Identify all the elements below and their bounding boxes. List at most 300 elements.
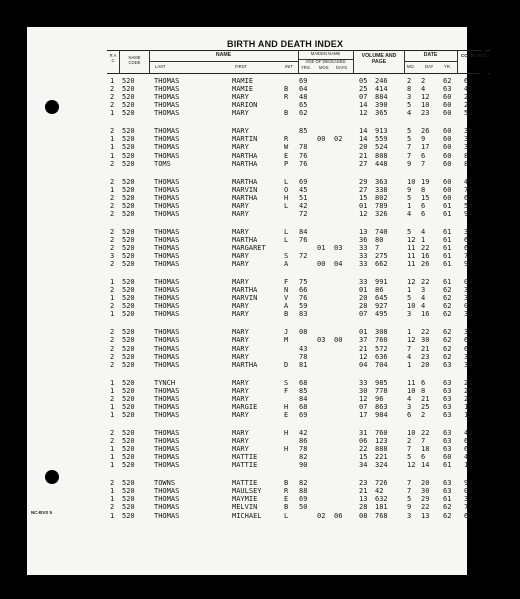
index-row: [107, 294, 487, 302]
cell-code: 520: [122, 227, 135, 236]
cell-page: 632: [375, 495, 388, 504]
cell-co: 21: [464, 378, 473, 387]
index-row: [107, 453, 487, 461]
cell-code: 520: [122, 410, 135, 419]
cell-co: 53: [464, 109, 473, 118]
cell-day: 22: [421, 278, 430, 287]
header-yrs: YRS.: [301, 65, 311, 70]
cell-init: W: [284, 143, 289, 152]
cell-last: THOMAS: [154, 487, 180, 496]
cell-yr: 61: [443, 235, 452, 244]
cell-day: 13: [421, 511, 430, 520]
cell-mo: 1: [407, 201, 412, 210]
cell-vol: 07: [359, 310, 368, 319]
cell-vol: 22: [359, 445, 368, 454]
cell-last: THOMAS: [154, 428, 180, 437]
cell-day: 30: [421, 487, 430, 496]
cell-mo: 4: [407, 352, 412, 361]
cell-first: MARY: [232, 352, 249, 361]
cell-init: L: [284, 227, 289, 236]
cell-vol: 17: [359, 410, 368, 419]
cell-init: S: [284, 378, 289, 387]
cell-init: B: [284, 479, 289, 488]
cell-yrs: 84: [299, 394, 308, 403]
cell-yr: 61: [443, 227, 452, 236]
cell-code: 520: [122, 235, 135, 244]
cell-page: 884: [375, 93, 388, 102]
cell-co: 60: [464, 77, 473, 85]
cell-vol: 12: [359, 209, 368, 218]
cell-yr: 62: [443, 77, 452, 85]
cell-last: THOMAS: [154, 85, 180, 94]
cell-yrs: 48: [299, 93, 308, 102]
cell-mo: 3: [407, 310, 412, 319]
cell-yrs: 76: [299, 159, 308, 168]
cell-day: 16: [421, 310, 430, 319]
cell-last: THOMAS: [154, 310, 180, 319]
cell-yr: 60: [443, 143, 452, 152]
cell-vol: 27: [359, 159, 368, 168]
cell-co: 26: [464, 93, 473, 102]
cell-yr: 62: [443, 294, 452, 303]
header-date: DATE: [423, 52, 438, 58]
cell-last: THOMAS: [154, 360, 180, 369]
header-init: INIT: [285, 64, 293, 69]
feed-hole: [479, 483, 488, 492]
index-row: [107, 244, 487, 252]
cell-co: 93: [464, 479, 473, 488]
cell-day: 2: [421, 410, 426, 419]
cell-mo: 3: [407, 511, 412, 520]
cell-last: THOMAS: [154, 386, 180, 395]
cell-last: THOMAS: [154, 227, 180, 236]
cell-yr: 60: [443, 109, 452, 118]
cell-last: THOMAS: [154, 151, 180, 160]
cell-yrs: 84: [299, 227, 308, 236]
cell-day: 10: [421, 101, 430, 110]
index-row: [107, 186, 487, 194]
cell-code: 520: [122, 436, 135, 445]
cell-day: 4: [421, 302, 426, 311]
cell-yrs: 78: [299, 143, 308, 152]
cell-first: MAULSEY: [232, 487, 262, 496]
cell-mo: 7: [407, 344, 412, 353]
cell-first: MARY: [232, 209, 249, 218]
index-row: [107, 143, 487, 151]
cell-page: 572: [375, 344, 388, 353]
cell-co: 63: [464, 445, 473, 454]
cell-last: THOMAS: [154, 495, 180, 504]
cell-yr: 60: [443, 93, 452, 102]
cell-page: 308: [375, 328, 388, 337]
cell-rc: 2: [110, 360, 115, 369]
cell-rc: 1: [110, 135, 115, 144]
cell-yr: 63: [443, 402, 452, 411]
index-row: [107, 109, 487, 117]
cell-yrs: 76: [299, 151, 308, 160]
cell-rc: 1: [110, 378, 115, 387]
cell-mo: 10: [407, 177, 416, 186]
cell-day: 21: [421, 394, 430, 403]
cell-yrs: 75: [299, 278, 308, 287]
cell-yr: 63: [443, 445, 452, 454]
cell-first: MAYMIE: [232, 495, 258, 504]
index-row: [107, 461, 487, 469]
cell-yr: 62: [443, 286, 452, 295]
cell-co: 43: [464, 428, 473, 437]
index-row: [107, 260, 487, 268]
cell-first: MARY: [232, 436, 249, 445]
cell-yr: 60: [443, 193, 452, 202]
cell-first: MARY: [232, 344, 249, 353]
index-row: [107, 512, 487, 520]
cell-page: 984: [375, 410, 388, 419]
header-name-code: NAME CODE: [128, 55, 141, 65]
cell-vol: 08: [359, 511, 368, 520]
cell-vol: 07: [359, 93, 368, 102]
header-volume-and-page: VOLUME AND PAGE: [361, 53, 397, 65]
cell-first: MARTHA: [232, 360, 258, 369]
cell-co: 43: [464, 85, 473, 94]
cell-first: MARTHA: [232, 193, 258, 202]
cell-yrs: 82: [299, 479, 308, 488]
cell-yrs: 08: [299, 328, 308, 337]
cell-last: THOMAS: [154, 260, 180, 269]
cell-first: MARY: [232, 252, 249, 261]
cell-code: 520: [122, 143, 135, 152]
cell-vol: 29: [359, 177, 368, 186]
cell-code: 520: [122, 185, 135, 194]
index-row: [107, 178, 487, 186]
index-row: [107, 411, 487, 419]
cell-rc: 2: [110, 479, 115, 488]
cell-vol: 12: [359, 109, 368, 118]
cell-code: 520: [122, 336, 135, 345]
feed-hole: [479, 336, 488, 345]
cell-mo: 5: [407, 453, 412, 462]
cell-yr: 62: [443, 352, 452, 361]
cell-yrs: 85: [299, 127, 308, 136]
index-row: [107, 353, 487, 361]
cell-code: 520: [122, 360, 135, 369]
cell-last: THOMAS: [154, 336, 180, 345]
cell-code: 520: [122, 378, 135, 387]
divider: [404, 61, 457, 62]
index-row: [107, 152, 487, 160]
header-day: DAY: [425, 64, 434, 69]
group-spacer: [107, 469, 487, 479]
cell-page: 181: [375, 503, 388, 512]
cell-day: 4: [421, 85, 426, 94]
cell-day: 6: [421, 151, 426, 160]
cell-rc: 2: [110, 503, 115, 512]
cell-yr: 63: [443, 386, 452, 395]
cell-last: THOMAS: [154, 278, 180, 287]
cell-vol: 21: [359, 344, 368, 353]
cell-vol: 33: [359, 252, 368, 261]
cell-mo: 4: [407, 109, 412, 118]
cell-mo: 5: [407, 101, 412, 110]
cell-day: 9: [421, 135, 426, 144]
cell-vol: 34: [359, 461, 368, 470]
cell-co: 34: [464, 286, 473, 295]
cell-vol: 21: [359, 151, 368, 160]
index-row: [107, 302, 487, 310]
cell-yrs: 62: [299, 109, 308, 118]
cell-page: 275: [375, 252, 388, 261]
index-row: [107, 194, 487, 202]
cell-mo: 9: [407, 503, 412, 512]
feed-hole: [479, 140, 488, 149]
cell-last: THOMAS: [154, 185, 180, 194]
cell-last: THOMAS: [154, 209, 180, 218]
cell-day: 1: [421, 235, 426, 244]
cell-code: 520: [122, 109, 135, 118]
cell-vol: 23: [359, 479, 368, 488]
cell-code: 520: [122, 286, 135, 295]
cell-co: 60: [464, 344, 473, 353]
cell-day: 18: [421, 445, 430, 454]
cell-rc: 1: [110, 402, 115, 411]
cell-vol: 28: [359, 302, 368, 311]
form-code: NC-BVS 5: [31, 510, 53, 515]
feed-hole: [479, 385, 488, 394]
cell-page: 768: [375, 511, 388, 520]
cell-last: THOMAS: [154, 193, 180, 202]
cell-yrs: 86: [299, 436, 308, 445]
cell-yrs: 64: [299, 85, 308, 94]
cell-yrs: 68: [299, 402, 308, 411]
group-spacer: [107, 419, 487, 429]
cell-vol: 14: [359, 135, 368, 144]
cell-day: 4: [421, 227, 426, 236]
divider: [119, 51, 120, 73]
cell-yrs: 81: [299, 360, 308, 369]
cell-mo: 11: [407, 378, 416, 387]
cell-day: 30: [421, 336, 430, 345]
cell-rc: 2: [110, 428, 115, 437]
cell-yr: 61: [443, 461, 452, 470]
cell-co: 65: [464, 193, 473, 202]
cell-co: 26: [464, 101, 473, 110]
index-row: [107, 210, 487, 218]
cell-day: 22: [421, 328, 430, 337]
cell-page: 726: [375, 479, 388, 488]
cell-vol: 33: [359, 278, 368, 287]
cell-vol: 25: [359, 85, 368, 94]
cell-yrs: 45: [299, 185, 308, 194]
group-spacer: [107, 168, 487, 178]
cell-vol: 36: [359, 235, 368, 244]
cell-yrs: 42: [299, 428, 308, 437]
feed-hole: [479, 434, 488, 443]
cell-code: 520: [122, 101, 135, 110]
index-row: [107, 395, 487, 403]
cell-rc: 1: [110, 495, 115, 504]
cell-mo: 5: [407, 227, 412, 236]
cell-mo: 11: [407, 243, 416, 252]
cell-first: MARY: [232, 278, 249, 287]
cell-first: MARY: [232, 143, 249, 152]
cell-days: 04: [334, 260, 343, 269]
cell-first: MARY: [232, 428, 249, 437]
index-row: [107, 160, 487, 168]
cell-mo: 12: [407, 461, 416, 470]
index-row: [107, 286, 487, 294]
cell-rc: 1: [110, 461, 115, 470]
cell-yr: 61: [443, 495, 452, 504]
cell-page: 760: [375, 336, 388, 345]
cell-code: 520: [122, 453, 135, 462]
cell-page: 985: [375, 378, 388, 387]
cell-page: 86: [375, 286, 384, 295]
cell-yr: 60: [443, 185, 452, 194]
cell-mo: 1: [407, 360, 412, 369]
cell-vol: 33: [359, 260, 368, 269]
cell-first: MAMIE: [232, 77, 254, 85]
cell-rc: 3: [110, 252, 115, 261]
cell-co: 30: [464, 310, 473, 319]
cell-yr: 63: [443, 428, 452, 437]
cell-mo: 7: [407, 479, 412, 488]
cell-co: 34: [464, 360, 473, 369]
cell-day: 23: [421, 109, 430, 118]
cell-vol: 01: [359, 286, 368, 295]
header-rac: R A C: [109, 53, 117, 63]
cell-first: MARTHA: [232, 159, 258, 168]
cell-mo: 12: [407, 235, 416, 244]
cell-page: 96: [375, 394, 384, 403]
cell-first: MARY: [232, 445, 249, 454]
cell-co: 11: [464, 402, 473, 411]
cell-first: MARTHA: [232, 151, 258, 160]
cell-last: THOMAS: [154, 127, 180, 136]
cell-first: MARY: [232, 201, 249, 210]
feed-hole: [479, 459, 488, 468]
cell-last: THOMAS: [154, 352, 180, 361]
cell-init: E: [284, 151, 289, 160]
index-row: [107, 85, 487, 93]
cell-init: N: [284, 286, 289, 295]
group-spacer: [107, 319, 487, 329]
cell-rc: 2: [110, 235, 115, 244]
cell-mo: 5: [407, 135, 412, 144]
cell-co: 63: [464, 436, 473, 445]
cell-page: 913: [375, 127, 388, 136]
cell-days: 06: [334, 511, 343, 520]
cell-code: 520: [122, 278, 135, 287]
cell-last: THOMAS: [154, 328, 180, 337]
cell-mo: 3: [407, 93, 412, 102]
cell-co: 78: [464, 185, 473, 194]
cell-first: MARY: [232, 302, 249, 311]
feed-hole: [479, 287, 488, 296]
cell-day: 17: [421, 143, 430, 152]
cell-init: J: [284, 328, 289, 337]
cell-rc: 1: [110, 151, 115, 160]
cell-page: 636: [375, 352, 388, 361]
cell-mos: 02: [317, 511, 326, 520]
cell-page: 789: [375, 201, 388, 210]
cell-first: MARY: [232, 227, 249, 236]
cell-code: 520: [122, 487, 135, 496]
cell-days: 03: [334, 243, 343, 252]
feed-hole: [479, 263, 488, 272]
index-row: [107, 77, 487, 85]
cell-first: MARY: [232, 109, 249, 118]
cell-day: 29: [421, 495, 430, 504]
cell-rc: 1: [110, 109, 115, 118]
cell-mo: 6: [407, 410, 412, 419]
cell-code: 520: [122, 127, 135, 136]
cell-yr: 61: [443, 278, 452, 287]
cell-init: B: [284, 503, 289, 512]
cell-yrs: 69: [299, 410, 308, 419]
cell-code: 520: [122, 159, 135, 168]
cell-mo: 10: [407, 302, 416, 311]
index-row: [107, 202, 487, 210]
header-first: FIRST: [235, 64, 248, 69]
cell-page: 991: [375, 278, 388, 287]
cell-mos: 03: [317, 336, 326, 345]
cell-mo: 11: [407, 260, 416, 269]
index-row: [107, 135, 487, 143]
cell-yr: 60: [443, 101, 452, 110]
cell-yr: 62: [443, 310, 452, 319]
cell-vol: 13: [359, 495, 368, 504]
feed-hole: [479, 214, 488, 223]
cell-last: THOMAS: [154, 503, 180, 512]
cell-yr: 61: [443, 209, 452, 218]
cell-vol: 13: [359, 227, 368, 236]
cell-day: 21: [421, 344, 430, 353]
cell-page: 662: [375, 260, 388, 269]
cell-first: MATTIE: [232, 479, 258, 488]
feed-hole: [479, 532, 488, 541]
cell-code: 520: [122, 328, 135, 337]
cell-last: THOMAS: [154, 201, 180, 210]
header-yr: YR.: [444, 64, 451, 69]
cell-vol: 30: [359, 386, 368, 395]
cell-mos: 00: [317, 135, 326, 144]
cell-rc: 1: [110, 511, 115, 520]
cell-init: H: [284, 428, 289, 437]
cell-day: 6: [421, 209, 426, 218]
index-row: [107, 387, 487, 395]
cell-last: THOMAS: [154, 410, 180, 419]
cell-code: 520: [122, 402, 135, 411]
cell-code: 520: [122, 151, 135, 160]
cell-code: 520: [122, 394, 135, 403]
cell-co: 92: [464, 260, 473, 269]
cell-last: THOMAS: [154, 344, 180, 353]
feed-hole: [479, 361, 488, 370]
cell-first: MARY: [232, 394, 249, 403]
cell-code: 520: [122, 511, 135, 520]
index-row: [107, 437, 487, 445]
cell-first: MARY: [232, 260, 249, 269]
cell-day: 22: [421, 503, 430, 512]
cell-code: 520: [122, 461, 135, 470]
index-row: [107, 487, 487, 495]
cell-code: 520: [122, 479, 135, 488]
cell-yrs: 85: [299, 386, 308, 395]
cell-vol: 20: [359, 294, 368, 303]
header-last: LAST: [155, 64, 166, 69]
cell-page: 123: [375, 436, 388, 445]
cell-rc: 2: [110, 101, 115, 110]
cell-page: 645: [375, 294, 388, 303]
